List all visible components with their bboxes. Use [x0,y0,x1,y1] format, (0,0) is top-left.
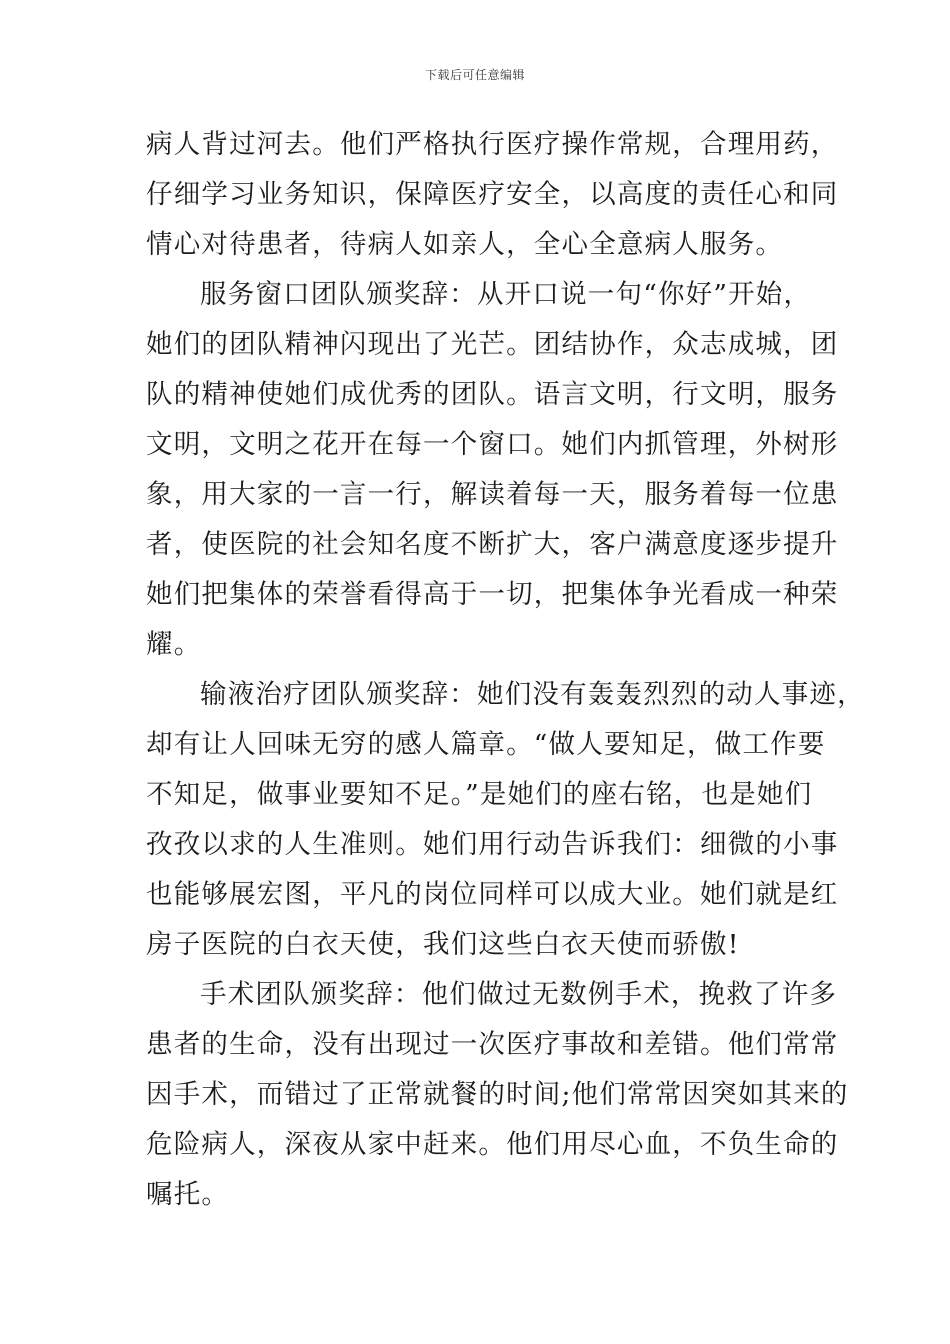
text-line: 情心对待患者，待病人如亲人，全心全意病人服务。 [146,229,784,260]
text-line: 文明，文明之花开在每一个窗口。她们内抓管理，外树形 [146,429,839,460]
text-line: 病人背过河去。他们严格执行医疗操作常规，合理用药， [146,129,839,160]
text-line: 她们的团队精神闪现出了光芒。团结协作，众志成城，团 [146,329,839,360]
paragraph-start-line: 服务窗口团队颁奖辞：从开口说一句“你好”开始， [200,279,812,310]
paragraph-start-line: 输液治疗团队颁奖辞：她们没有轰轰烈烈的动人事迹， [200,679,865,710]
text-line: 患者的生命，没有出现过一次医疗事故和差错。他们常常 [146,1029,839,1060]
text-line: 却有让人回味无穷的感人篇章。“做人要知足，做工作要 [146,729,826,760]
text-line: 象，用大家的一言一行，解读着每一天，服务着每一位患 [146,479,839,510]
text-line: 孜孜以求的人生准则。她们用行动告诉我们：细微的小事 [146,829,839,860]
text-line: 耀。 [146,629,202,660]
paragraph-start-line: 手术团队颁奖辞：他们做过无数例手术，挽救了许多 [200,979,838,1010]
text-line: 嘱托。 [146,1179,230,1210]
text-line: 队的精神使她们成优秀的团队。语言文明，行文明，服务 [146,379,839,410]
text-line: 不知足，做事业要知不足。”是她们的座右铭，也是她们 [146,779,813,810]
text-line: 她们把集体的荣誉看得高于一切，把集体争光看成一种荣 [146,579,839,610]
text-line: 房子医院的白衣天使，我们这些白衣天使而骄傲! [146,929,740,960]
text-line: 因手术，而错过了正常就餐的时间;他们常常因突如其来的 [146,1079,849,1110]
text-line: 仔细学习业务知识，保障医疗安全，以高度的责任心和同 [146,179,839,210]
text-line: 也能够展宏图，平凡的岗位同样可以成大业。她们就是红 [146,879,839,910]
text-line: 者，使医院的社会知名度不断扩大，客户满意度逐步提升 [146,529,839,560]
text-line: 危险病人，深夜从家中赶来。他们用尽心血，不负生命的 [146,1129,839,1160]
document-body [146,120,865,1220]
page-header: 下载后可任意编辑 [424,68,525,82]
